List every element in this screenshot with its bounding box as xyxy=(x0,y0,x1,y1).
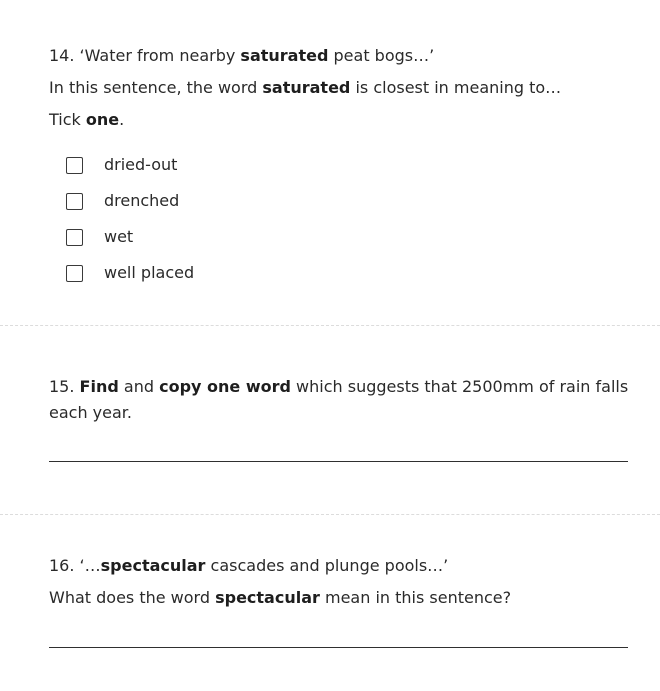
q16-quote xyxy=(49,555,448,577)
q14-option-4-label: well placed xyxy=(104,263,195,282)
q14-quote-bold: saturated xyxy=(240,46,329,65)
q14-prompt-pre: In this sentence, the word xyxy=(49,78,263,97)
q14-option-3[interactable] xyxy=(66,226,133,248)
q15-bold-find: Find xyxy=(79,377,119,396)
q14-option-4-checkbox[interactable] xyxy=(66,265,83,282)
q14-quote xyxy=(49,45,434,67)
q14-option-1[interactable] xyxy=(66,154,177,176)
q14-prompt-post: is closest in meaning to… xyxy=(350,78,562,97)
q14-tick-post: . xyxy=(119,110,125,129)
q14-option-2-checkbox[interactable] xyxy=(66,193,83,210)
q14-option-2[interactable] xyxy=(66,190,179,212)
q16-prompt-post: mean in this sentence? xyxy=(319,588,512,607)
q14-tick-bold: one xyxy=(85,110,120,129)
q14-option-2-label: drenched xyxy=(104,191,180,210)
q15-answer-line[interactable] xyxy=(49,461,628,462)
section-divider-1 xyxy=(0,325,660,326)
q14-prompt xyxy=(49,77,561,99)
q14-tick-instruction xyxy=(49,109,124,131)
q14-quote-open: ‘Water from nearby xyxy=(79,46,241,65)
q15-bold-copy: copy one word xyxy=(159,377,291,396)
q14-option-3-label: wet xyxy=(104,227,134,246)
q14-option-1-label: dried-out xyxy=(104,155,178,174)
q16-number: 16. xyxy=(49,556,75,575)
q16-answer-line[interactable] xyxy=(49,647,628,648)
q16-quote-open: ‘… xyxy=(79,556,101,575)
q16-prompt xyxy=(49,587,511,609)
q15-text-2: which suggests that 2500mm of rain falls each year. xyxy=(49,377,629,422)
q16-quote-close: cascades and plunge pools…’ xyxy=(205,556,449,575)
q16-prompt-bold: spectacular xyxy=(215,588,320,607)
q15-prompt xyxy=(49,374,634,426)
q14-tick-pre: Tick xyxy=(49,110,86,129)
q14-prompt-bold: saturated xyxy=(262,78,351,97)
section-divider-2 xyxy=(0,514,660,515)
q14-option-3-checkbox[interactable] xyxy=(66,229,83,246)
q14-option-4[interactable] xyxy=(66,262,194,284)
q14-option-1-checkbox[interactable] xyxy=(66,157,83,174)
q15-number: 15. xyxy=(49,377,75,396)
q16-quote-bold: spectacular xyxy=(100,556,206,575)
q14-quote-close: peat bogs…’ xyxy=(328,46,435,65)
q15-text-1: and xyxy=(118,377,160,396)
q16-prompt-pre: What does the word xyxy=(49,588,216,607)
q14-number: 14. xyxy=(49,46,75,65)
